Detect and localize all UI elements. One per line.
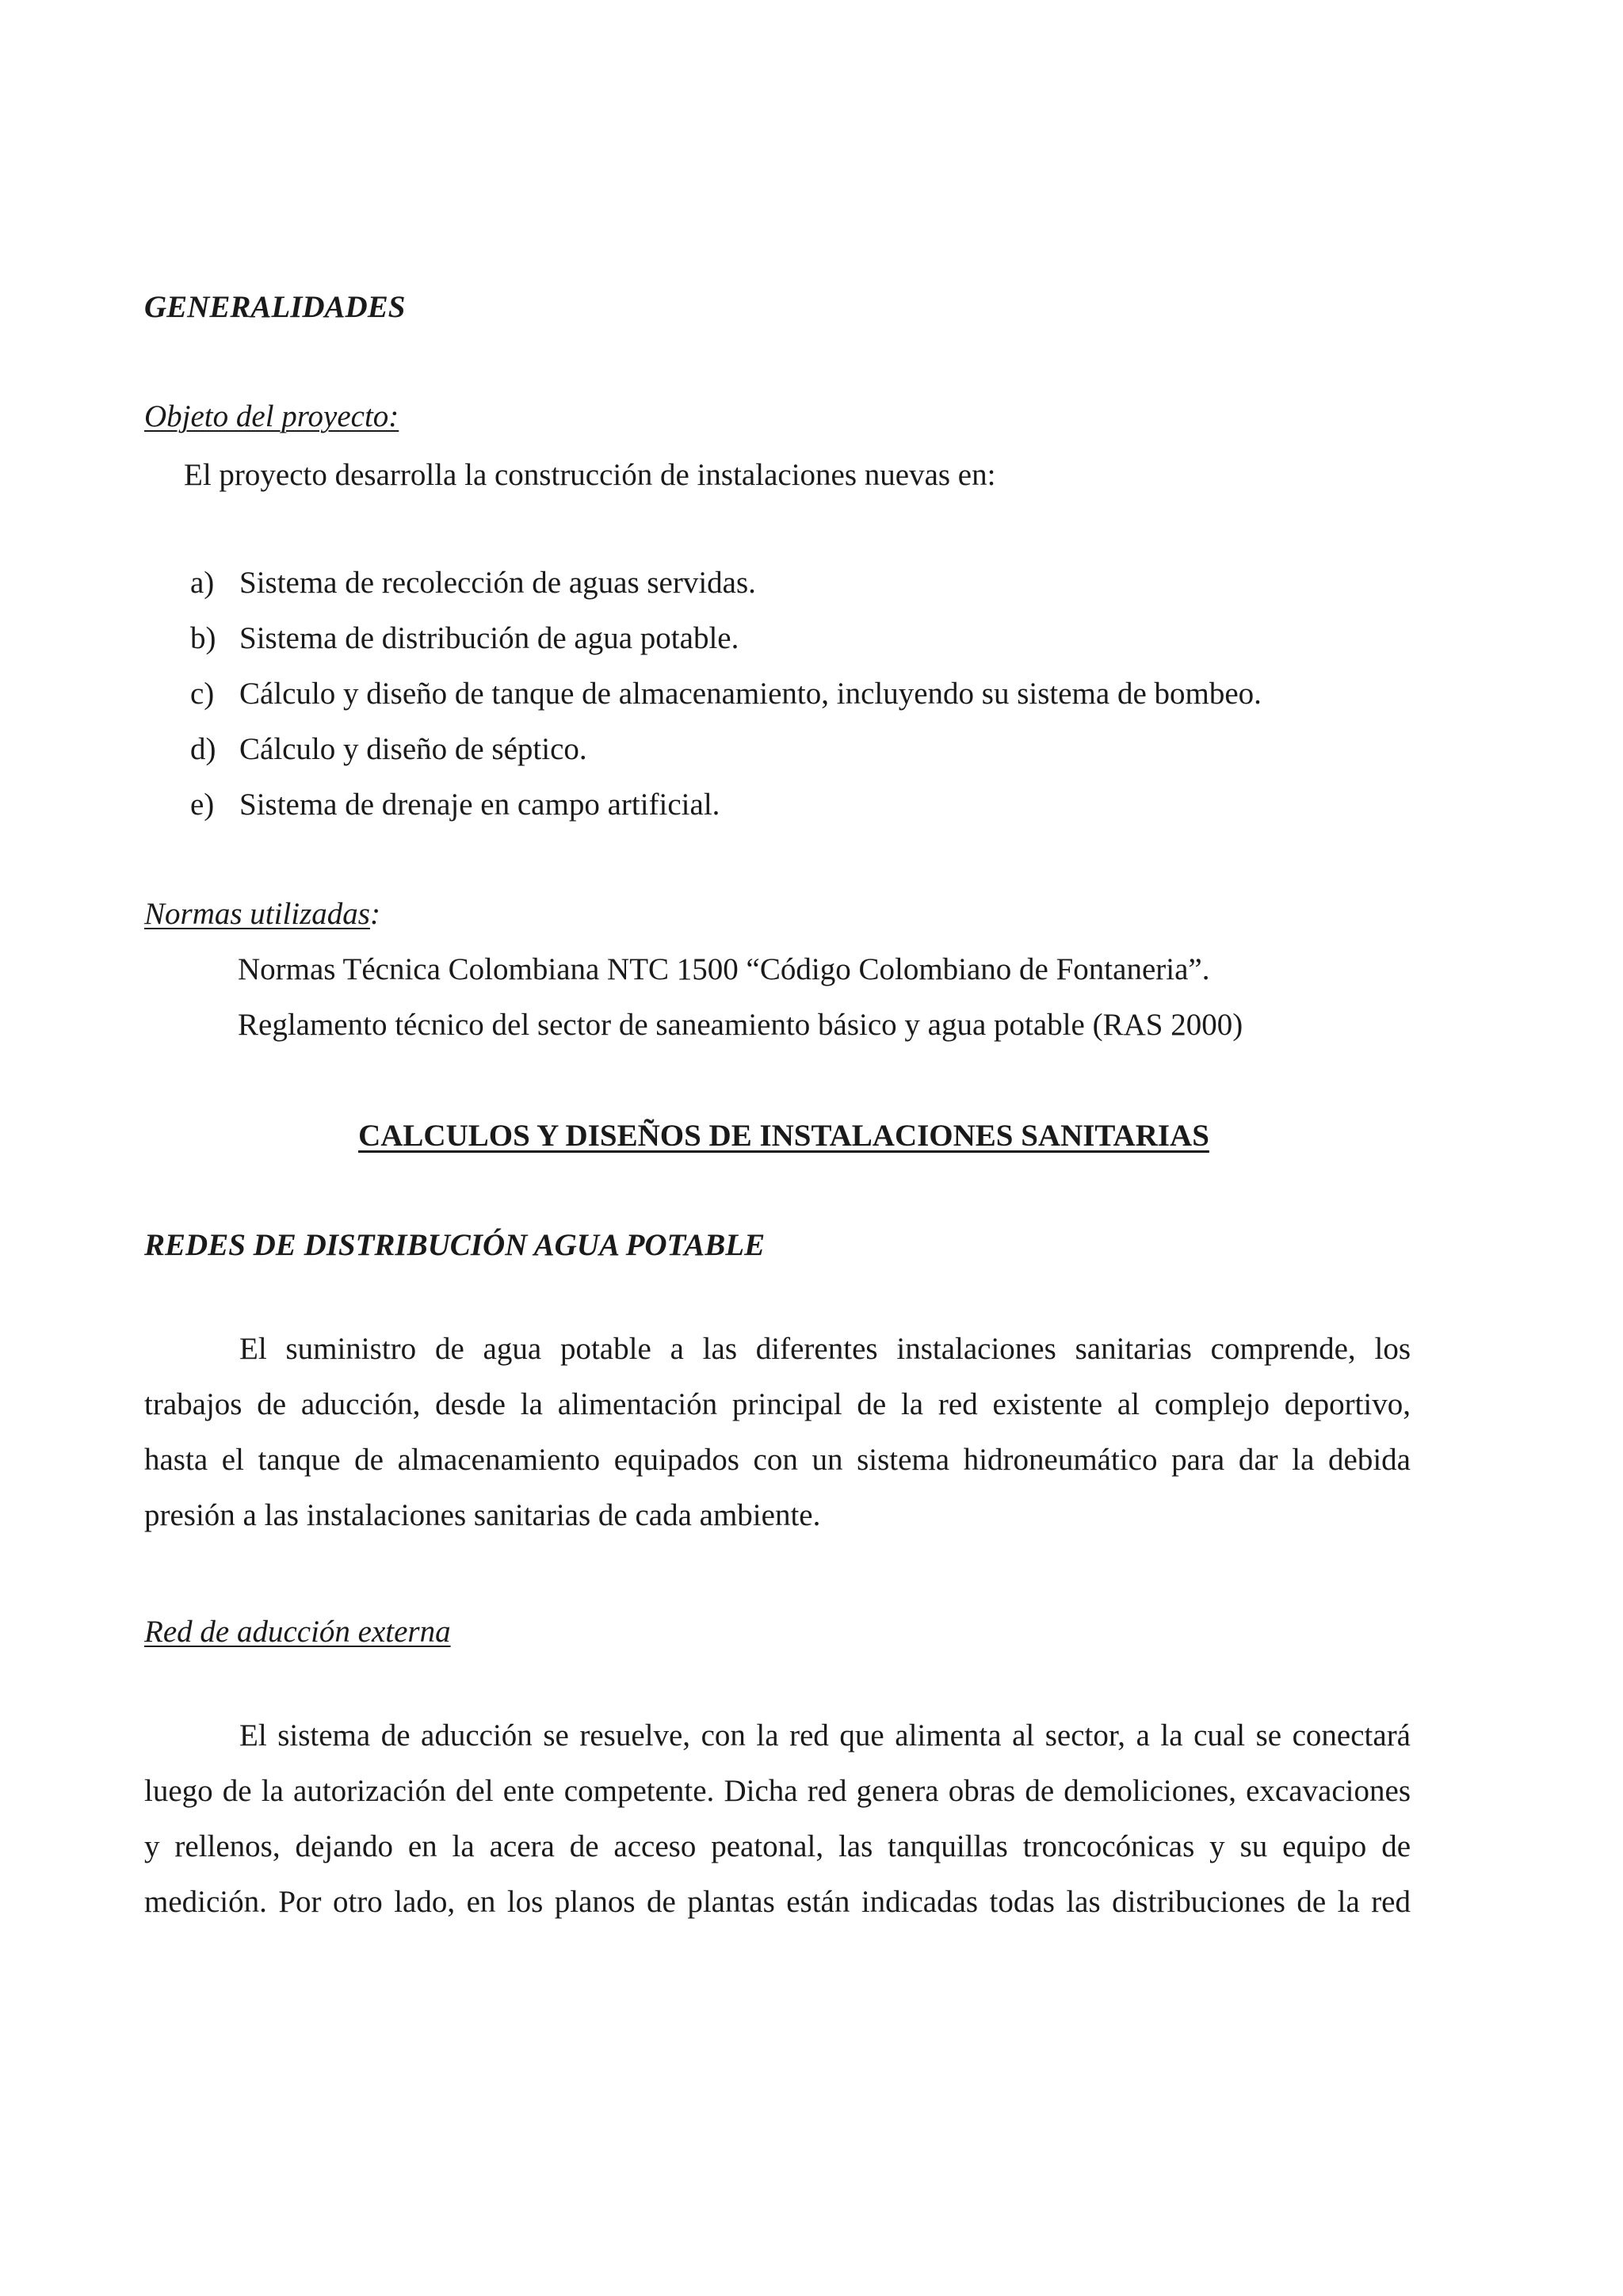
norma-item: Reglamento técnico del sector de saneamiento básico y agua potable (RAS 2000): [238, 1008, 1243, 1042]
paragraph-line: presión a las instalaciones sanitarias de cada ambiente.: [144, 1498, 821, 1532]
norma-item: Normas Técnica Colombiana NTC 1500 “Código Colombiano de Fontaneria”.: [238, 952, 1210, 986]
list-text: Sistema de distribución de agua potable.: [239, 621, 739, 655]
list-marker: a): [190, 566, 215, 600]
list-marker: d): [190, 732, 216, 766]
redes-paragraph: [144, 1322, 1411, 1543]
list-text: Sistema de recolección de aguas servidas.: [239, 566, 756, 600]
heading-generalidades: GENERALIDADES: [144, 290, 406, 324]
paragraph-line: El sistema de aducción se resuelve, con la red que alimenta al sector, a la cual se conectará: [239, 1718, 1411, 1753]
heading-redes-distribucion: REDES DE DISTRIBUCIÓN AGUA POTABLE: [144, 1228, 766, 1262]
paragraph-line: El suministro de agua potable a las diferentes instalaciones sanitarias comprende, los: [239, 1332, 1411, 1366]
list-text: Cálculo y diseño de séptico.: [239, 732, 587, 766]
paragraph-line: trabajos de aducción, desde la alimentación principal de la red existente al complejo deportivo,: [144, 1387, 1411, 1421]
heading-objeto-del-proyecto: Objeto del proyecto:: [144, 399, 399, 433]
aduccion-paragraph: [144, 1708, 1411, 1930]
list-item: [190, 730, 587, 769]
normas-colon: :: [369, 897, 380, 931]
heading-calculos-disenos: CALCULOS Y DISEÑOS DE INSTALACIONES SANITARIAS: [358, 1119, 1209, 1153]
heading-normas-utilizadas: [144, 895, 380, 933]
list-item: [190, 786, 720, 824]
list-text: Sistema de drenaje en campo artificial.: [239, 788, 720, 822]
objeto-intro: El proyecto desarrolla la construcción de instalaciones nuevas en:: [184, 458, 996, 492]
list-item: [190, 675, 1262, 713]
list-marker: e): [190, 788, 215, 822]
paragraph-line: medición. Por otro lado, en los planos de plantas están indicadas todas las distribuciones de la red: [144, 1885, 1411, 1919]
list-marker: c): [190, 677, 215, 711]
list-marker: b): [190, 621, 216, 655]
heading-red-aduccion-externa: Red de aducción externa: [144, 1615, 451, 1649]
list-item: [190, 564, 756, 602]
normas-label: Normas utilizadas: [144, 897, 370, 931]
paragraph-line: luego de la autorización del ente competente. Dicha red genera obras de demoliciones, excavaciones: [144, 1774, 1411, 1808]
list-text: Cálculo y diseño de tanque de almacenamiento, incluyendo su sistema de bombeo.: [239, 677, 1262, 711]
list-item: [190, 620, 739, 658]
paragraph-line: y rellenos, dejando en la acera de acceso peatonal, las tanquillas troncocónicas y su equipo de: [144, 1829, 1411, 1863]
paragraph-line: hasta el tanque de almacenamiento equipados con un sistema hidroneumático para dar la debida: [144, 1443, 1411, 1477]
